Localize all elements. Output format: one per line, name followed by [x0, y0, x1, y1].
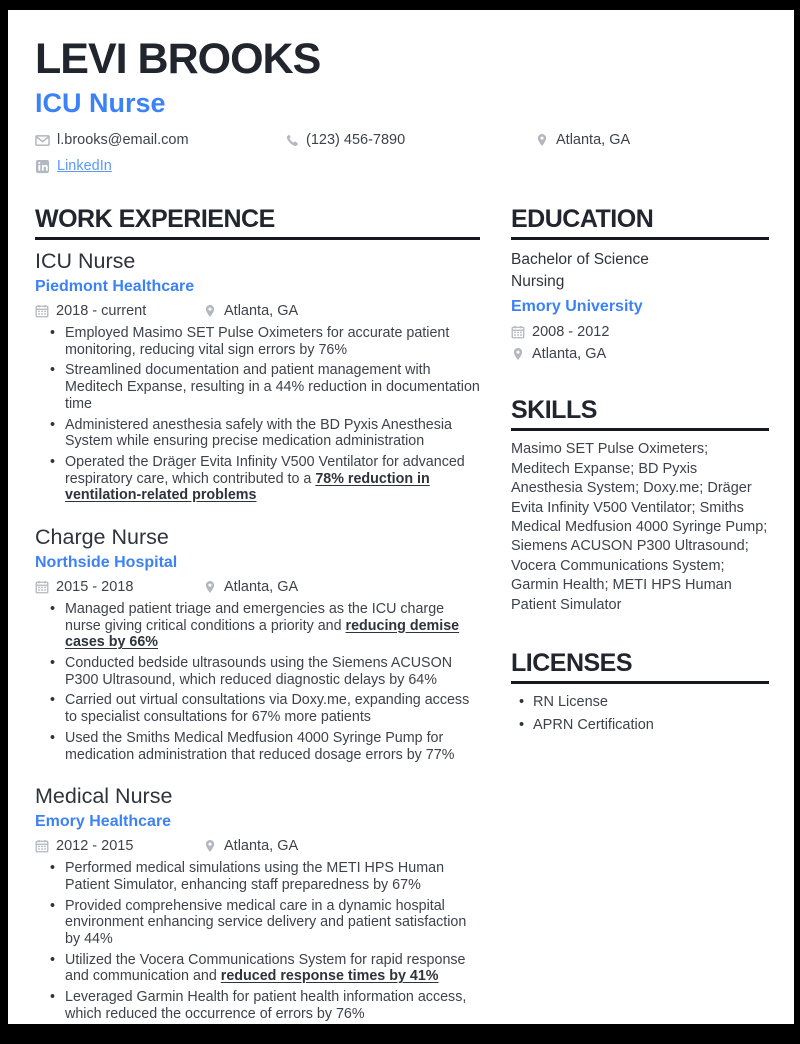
contact-email	[35, 132, 285, 148]
linkedin-icon	[35, 159, 50, 174]
map-pin-icon	[535, 133, 549, 147]
jobs-container	[35, 249, 480, 1022]
job-entry	[35, 784, 480, 1022]
education-degree	[511, 249, 769, 292]
job-location-group	[203, 579, 298, 595]
job-meta	[35, 838, 480, 854]
phone-text: (123) 456-7890	[306, 132, 405, 148]
job-bullets	[35, 325, 480, 504]
job-title: Medical Nurse	[35, 784, 480, 809]
licenses-list	[511, 693, 769, 735]
work-experience-section	[35, 206, 480, 1044]
job-dates: 2015 - 2018	[56, 579, 133, 595]
job-company: Piedmont Healthcare	[35, 278, 480, 296]
job-location-group	[203, 303, 298, 319]
education-dates-text: 2008 - 2012	[532, 324, 609, 340]
job-location: Atlanta, GA	[224, 838, 298, 854]
linkedin-link[interactable]: LinkedIn	[57, 158, 112, 174]
calendar-icon	[511, 325, 525, 339]
calendar-icon	[35, 304, 49, 318]
bullet-item: • Operated the Dräger Evita Infinity V500 Ventilator for advanced respiratory care, which contributed to a 78% reduction in ventilation-related problems	[35, 454, 480, 504]
calendar-icon	[35, 580, 49, 594]
bullet-item: • Carried out virtual consultations via Doxy.me, expanding access to specialist consultations for 67% more patients	[35, 692, 480, 725]
job-bullets	[35, 601, 480, 763]
map-pin-icon	[203, 580, 217, 594]
skills-text: Masimo SET Pulse Oximeters; Meditech Expanse; BD Pyxis Anesthesia System; Doxy.me; Dräger Evita Infinity V500 Ventilator; Smiths Medical Medfusion 4000 Syringe Pump; Siemens ACUSON P300 Ultrasound; Vocera Communications System; Garmin Health; METI HPS Human Patient Simulator	[511, 440, 769, 615]
license-item: • APRN Certification	[511, 716, 769, 736]
education-location	[511, 346, 769, 362]
job-location-group	[203, 838, 298, 854]
contact-info	[35, 132, 765, 174]
bullet-item: • Streamlined documentation and patient management with Meditech Expanse, resulting in a 44% reduction in documentation time	[35, 362, 480, 412]
job-dates-group	[35, 579, 203, 595]
work-experience-heading: WORK EXPERIENCE	[35, 206, 480, 240]
bullet-item: • Managed patient triage and emergencies as the ICU charge nurse giving critical conditions a priority and reducing demise cases by 66%	[35, 601, 480, 651]
job-dates: 2018 - current	[56, 303, 146, 319]
skills-heading: SKILLS	[511, 397, 769, 431]
education-location-text: Atlanta, GA	[532, 346, 606, 362]
bullet-item: • Performed medical simulations using the METI HPS Human Patient Simulator, enhancing staff preparedness by 67%	[35, 860, 480, 893]
licenses-heading: LICENSES	[511, 650, 769, 684]
job-entry	[35, 249, 480, 504]
job-meta	[35, 303, 480, 319]
bullet-item: • Used the Smiths Medical Medfusion 4000 Syringe Pump for medication administration that reduced dosage errors by 77%	[35, 730, 480, 763]
bullet-item: • Provided comprehensive medical care in a dynamic hospital environment enhancing service delivery and patient satisfaction by 44%	[35, 898, 480, 948]
degree-line-1: Bachelor of Science	[511, 251, 649, 268]
job-title: ICU Nurse	[35, 249, 480, 274]
envelope-icon	[35, 133, 50, 148]
email-text: l.brooks@email.com	[57, 132, 189, 148]
person-job-title: ICU Nurse	[35, 90, 765, 117]
education-section	[511, 206, 769, 362]
location-text: Atlanta, GA	[556, 132, 630, 148]
job-company: Northside Hospital	[35, 554, 480, 572]
job-location: Atlanta, GA	[224, 303, 298, 319]
resume-body	[35, 206, 765, 1044]
bullet-item: • Leveraged Garmin Health for patient health information access, which reduced the occurrence of errors by 76%	[35, 989, 480, 1022]
contact-location	[535, 132, 765, 148]
right-column	[511, 206, 769, 1044]
job-company: Emory Healthcare	[35, 813, 480, 831]
job-dates: 2012 - 2015	[56, 838, 133, 854]
bullet-item: • Administered anesthesia safely with the BD Pyxis Anesthesia System while ensuring precise medication administration	[35, 417, 480, 450]
phone-icon	[285, 133, 299, 147]
bullet-item: • Utilized the Vocera Communications System for rapid response and communication and reduced response times by 41%	[35, 952, 480, 985]
bullet-item: • Employed Masimo SET Pulse Oximeters for accurate patient monitoring, reducing vital sign errors by 76%	[35, 325, 480, 358]
job-dates-group	[35, 838, 203, 854]
job-entry	[35, 525, 480, 763]
resume-page	[8, 10, 794, 1024]
job-location: Atlanta, GA	[224, 579, 298, 595]
job-title: Charge Nurse	[35, 525, 480, 550]
resume-header	[35, 38, 765, 174]
map-pin-icon	[511, 347, 525, 361]
bullet-item: • Conducted bedside ultrasounds using the Siemens ACUSON P300 Ultrasound, which reduced diagnostic delays by 64%	[35, 655, 480, 688]
contact-linkedin	[35, 158, 285, 174]
map-pin-icon	[203, 304, 217, 318]
person-name: LEVI BROOKS	[35, 38, 765, 81]
license-item: • RN License	[511, 693, 769, 713]
skills-section	[511, 397, 769, 615]
education-dates	[511, 324, 769, 340]
map-pin-icon	[203, 839, 217, 853]
job-meta	[35, 579, 480, 595]
job-bullets	[35, 860, 480, 1022]
degree-line-2: Nursing	[511, 273, 564, 290]
calendar-icon	[35, 839, 49, 853]
contact-phone	[285, 132, 535, 148]
education-school: Emory University	[511, 298, 769, 316]
licenses-section	[511, 650, 769, 735]
education-heading: EDUCATION	[511, 206, 769, 240]
job-dates-group	[35, 303, 203, 319]
